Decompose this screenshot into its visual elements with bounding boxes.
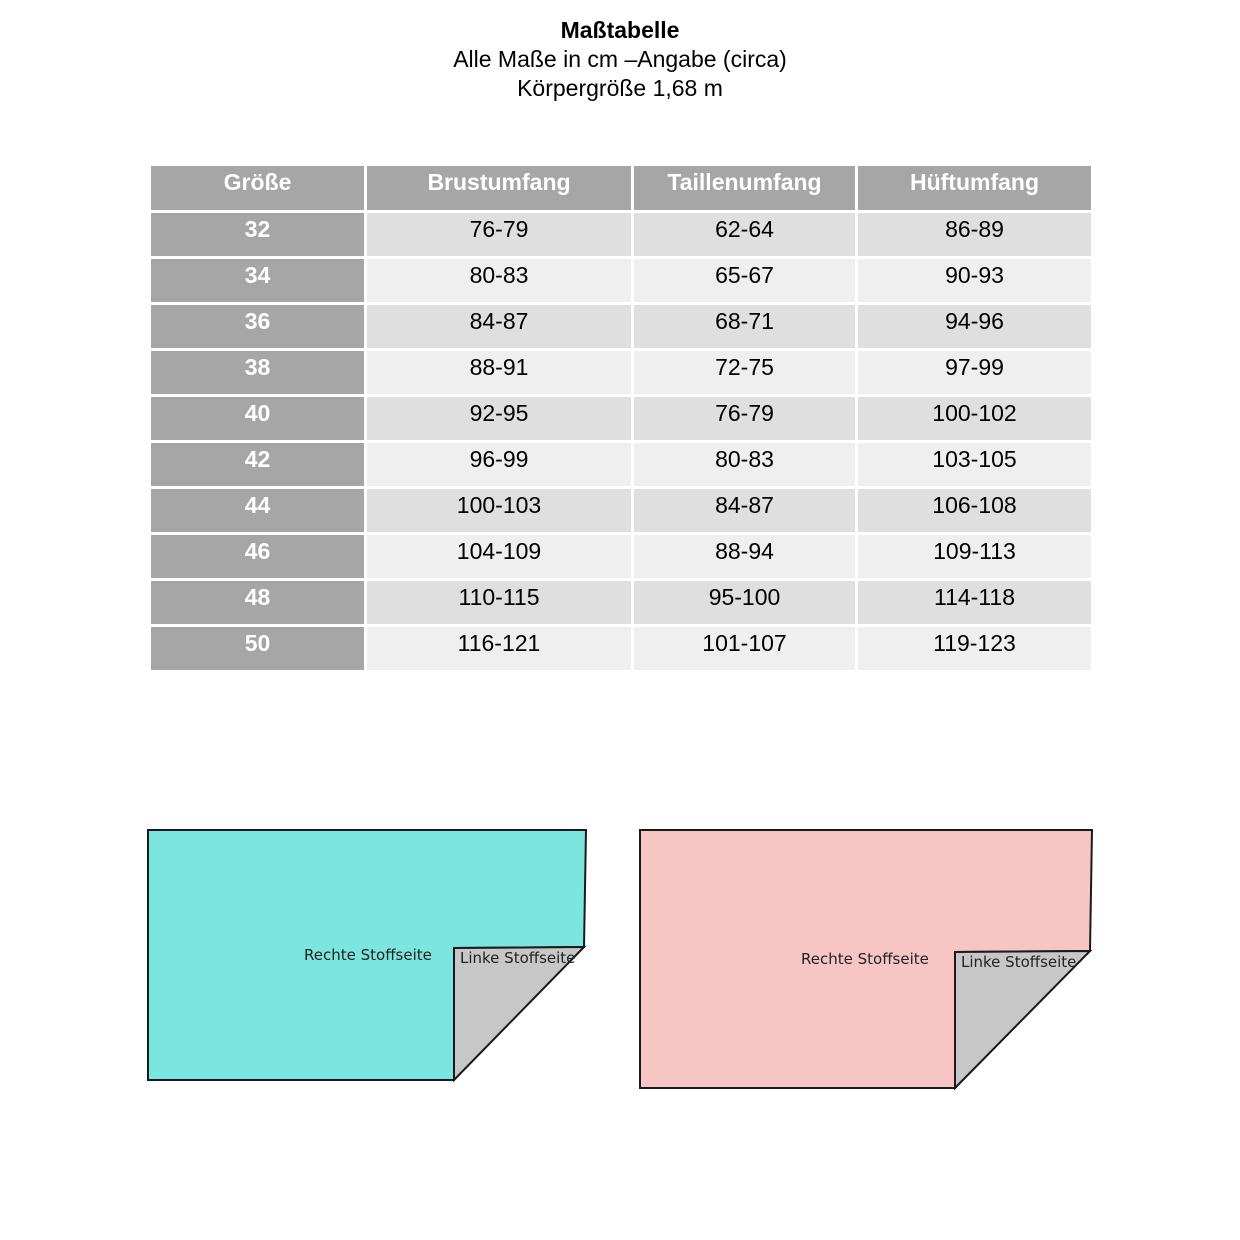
hip-cell: 114-118 xyxy=(858,581,1091,624)
hip-cell: 90-93 xyxy=(858,259,1091,302)
table-row xyxy=(151,259,1091,302)
size-cell: 40 xyxy=(151,397,364,440)
header-row xyxy=(151,166,1091,210)
fabric-illustration-turquoise xyxy=(146,828,588,1084)
table-row xyxy=(151,489,1091,532)
header-bust: Brustumfang xyxy=(367,166,631,210)
size-cell: 34 xyxy=(151,259,364,302)
hip-cell: 97-99 xyxy=(858,351,1091,394)
bust-cell: 84-87 xyxy=(367,305,631,348)
bust-cell: 110-115 xyxy=(367,581,631,624)
bust-cell: 116-121 xyxy=(367,627,631,670)
table-subtitle: Alle Maße in cm –Angabe (circa) xyxy=(453,46,787,72)
waist-cell: 80-83 xyxy=(634,443,855,486)
size-cell: 44 xyxy=(151,489,364,532)
table-title: Maßtabelle xyxy=(560,17,680,43)
waist-cell: 84-87 xyxy=(634,489,855,532)
heading xyxy=(0,16,1240,103)
left-side-label: Linke Stoffseite xyxy=(961,953,1077,971)
table-row xyxy=(151,351,1091,394)
hip-cell: 106-108 xyxy=(858,489,1091,532)
table-row xyxy=(151,397,1091,440)
size-cell: 48 xyxy=(151,581,364,624)
hip-cell: 94-96 xyxy=(858,305,1091,348)
size-cell: 50 xyxy=(151,627,364,670)
size-cell: 32 xyxy=(151,213,364,256)
table-row xyxy=(151,305,1091,348)
waist-cell: 101-107 xyxy=(634,627,855,670)
table-row xyxy=(151,443,1091,486)
bust-cell: 80-83 xyxy=(367,259,631,302)
waist-cell: 62-64 xyxy=(634,213,855,256)
waist-cell: 88-94 xyxy=(634,535,855,578)
hip-cell: 100-102 xyxy=(858,397,1091,440)
bust-cell: 96-99 xyxy=(367,443,631,486)
table-row xyxy=(151,627,1091,670)
waist-cell: 76-79 xyxy=(634,397,855,440)
hip-cell: 103-105 xyxy=(858,443,1091,486)
waist-cell: 95-100 xyxy=(634,581,855,624)
hip-cell: 86-89 xyxy=(858,213,1091,256)
right-side-label: Rechte Stoffseite xyxy=(801,950,929,968)
table-row xyxy=(151,213,1091,256)
size-cell: 42 xyxy=(151,443,364,486)
hip-cell: 119-123 xyxy=(858,627,1091,670)
size-cell: 36 xyxy=(151,305,364,348)
size-cell: 38 xyxy=(151,351,364,394)
waist-cell: 68-71 xyxy=(634,305,855,348)
header-hip: Hüftumfang xyxy=(858,166,1091,210)
table-row xyxy=(151,581,1091,624)
bust-cell: 88-91 xyxy=(367,351,631,394)
hip-cell: 109-113 xyxy=(858,535,1091,578)
fabric-illustration-pink xyxy=(638,828,1094,1092)
right-side-label: Rechte Stoffseite xyxy=(304,946,432,964)
table-row xyxy=(151,535,1091,578)
bust-cell: 100-103 xyxy=(367,489,631,532)
fabric-fold-shape xyxy=(955,951,1090,1088)
bust-cell: 92-95 xyxy=(367,397,631,440)
size-table xyxy=(148,163,1094,673)
bust-cell: 76-79 xyxy=(367,213,631,256)
header-waist: Taillenumfang xyxy=(634,166,855,210)
waist-cell: 72-75 xyxy=(634,351,855,394)
bust-cell: 104-109 xyxy=(367,535,631,578)
header-size: Größe xyxy=(151,166,364,210)
size-cell: 46 xyxy=(151,535,364,578)
left-side-label: Linke Stoffseite xyxy=(460,949,576,967)
waist-cell: 65-67 xyxy=(634,259,855,302)
body-height-note: Körpergröße 1,68 m xyxy=(517,75,723,101)
